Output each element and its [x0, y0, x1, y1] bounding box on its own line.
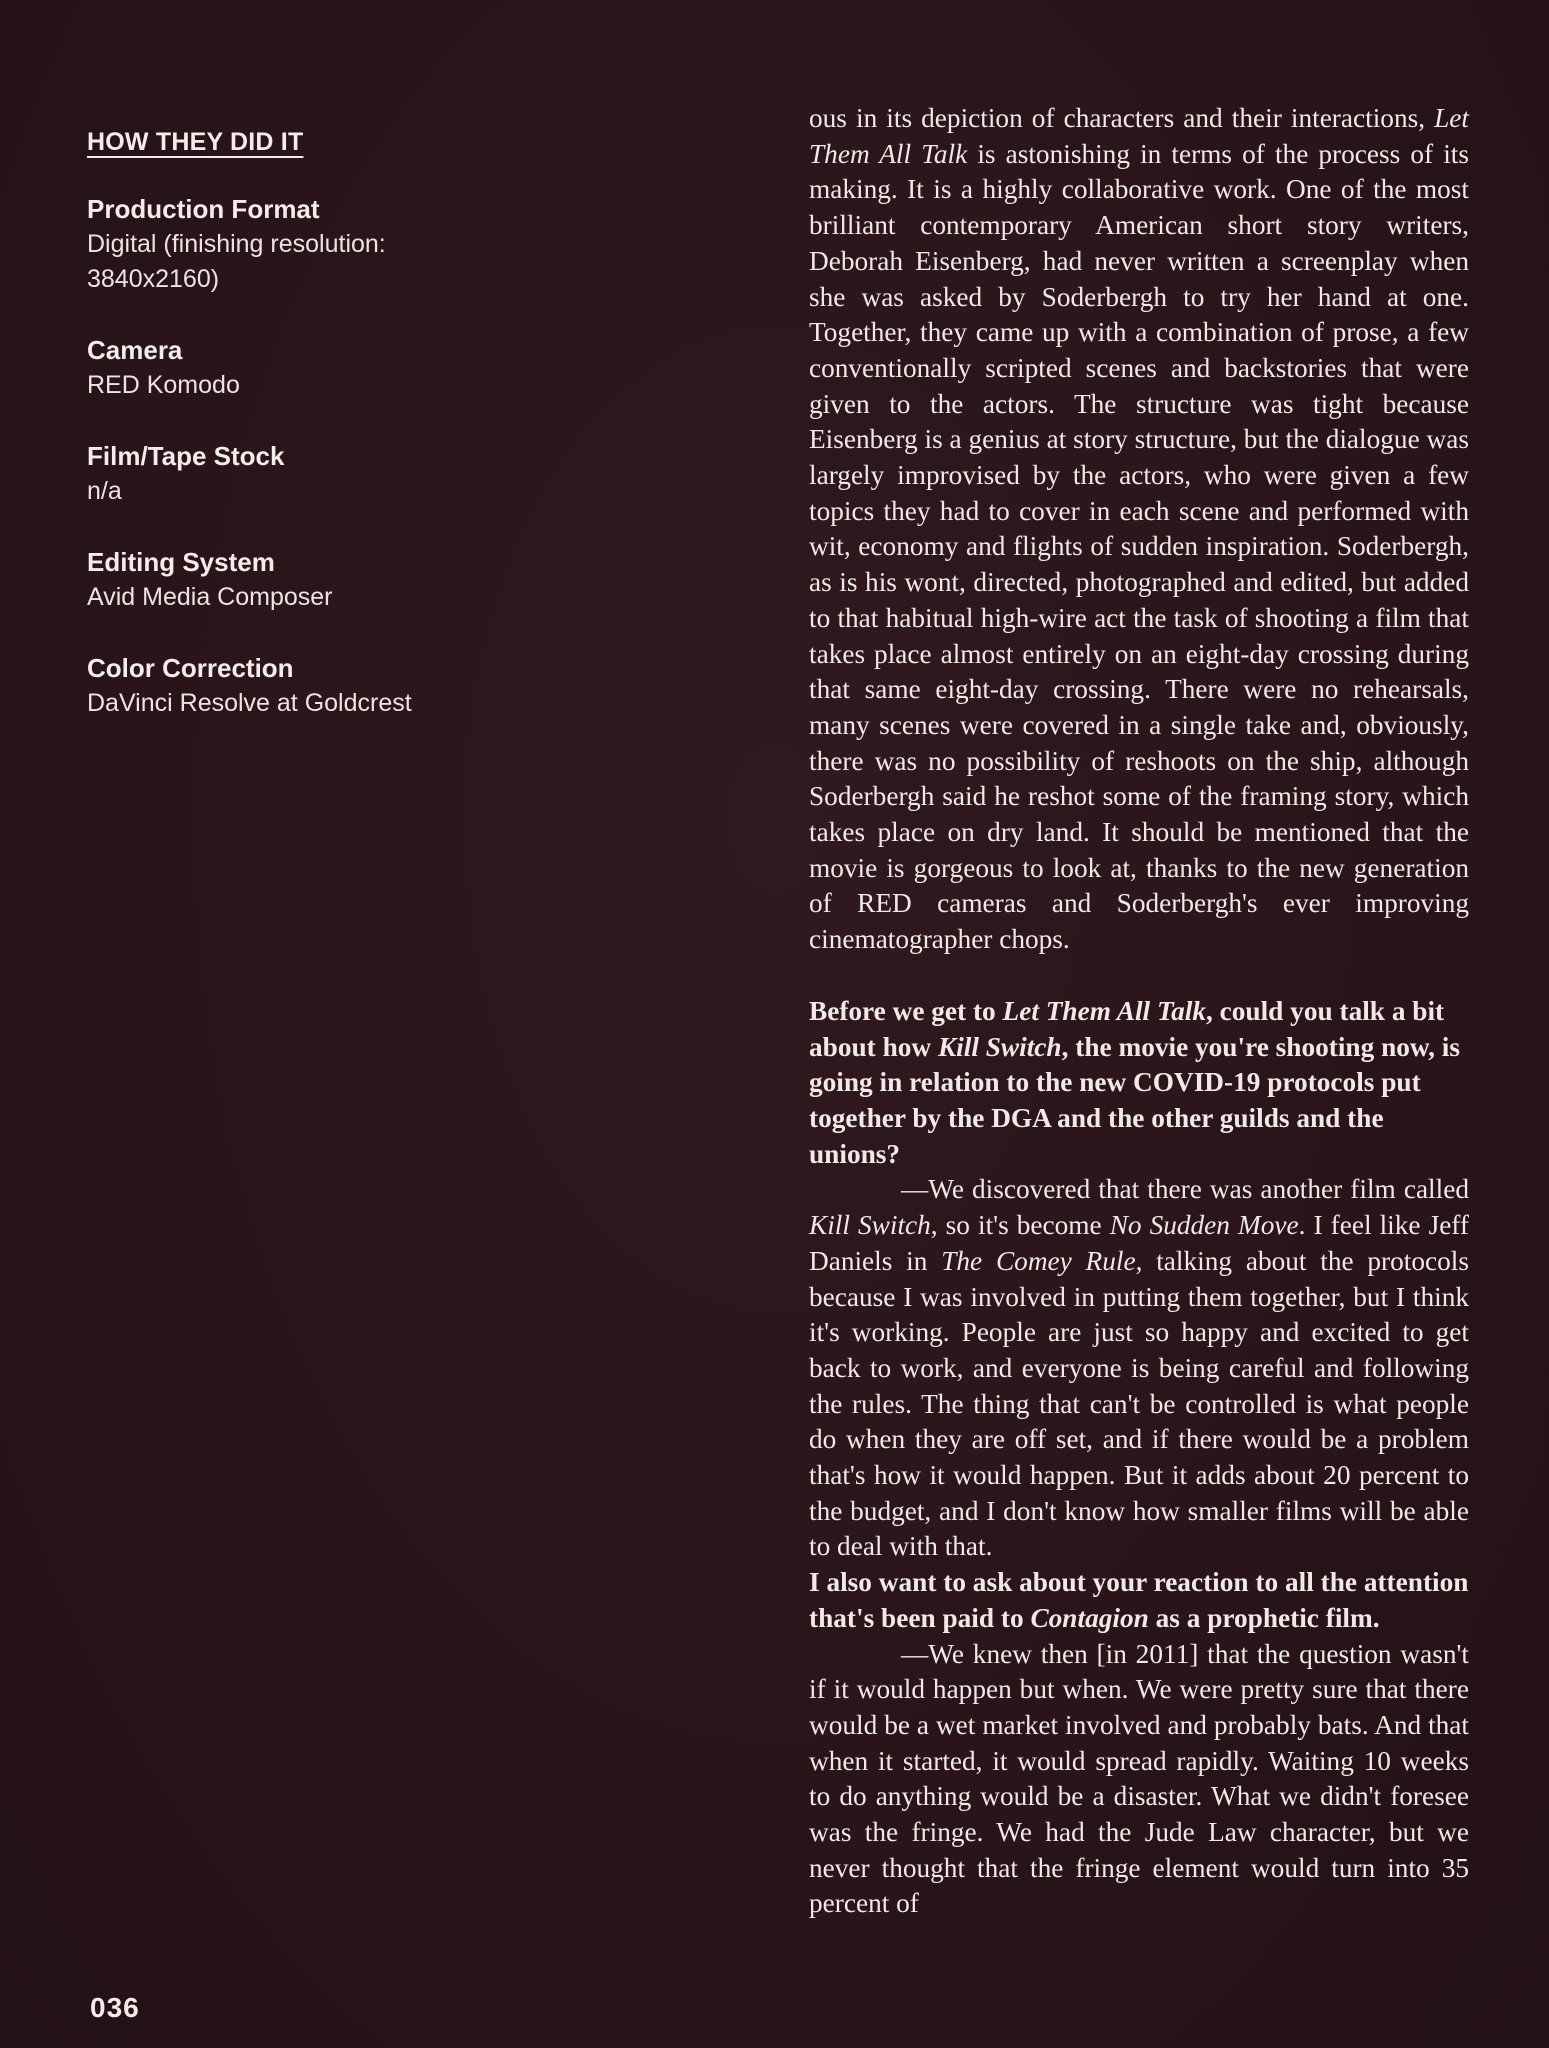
- film-title: Let Them All Talk: [1002, 995, 1206, 1026]
- spec-label: Color Correction: [87, 653, 294, 683]
- spec-label: Production Format: [87, 194, 320, 224]
- interview-question: [809, 994, 1469, 1173]
- film-title: Contagion: [1030, 1602, 1149, 1633]
- text-run: , the movie you're shooting now, is going in relation to the new COVID-19 protocols put together by the DGA and the other guilds and the unions?: [809, 1031, 1460, 1169]
- body-paragraph: [809, 101, 1469, 958]
- text-run: . I feel like Jeff Daniels in: [809, 1210, 1469, 1276]
- text-run: ous in its depiction of characters and their interactions,: [809, 103, 1435, 133]
- paragraph-gap: [809, 958, 1469, 994]
- text-run: —We knew then [in 2011] that the question wasn't if it would happen but when. We were pretty sure that there would be a wet market involved and probably bats. And that when it started, it would spread rapidly. Waiting 10 weeks to do anything would be a disaster. What we didn't foresee was the fringe. We had the Jude Law character, but we never thought that the fringe element would turn into 35 percent of: [809, 1638, 1469, 1919]
- spec-editing-system: [87, 544, 507, 615]
- spec-value: DaVinci Resolve at Goldcrest: [87, 689, 412, 717]
- interview-answer: [809, 1172, 1469, 1565]
- text-run: , could you talk a bit about how: [809, 995, 1445, 1062]
- film-title: Let Them All Talk: [809, 103, 1469, 169]
- spec-value: RED Komodo: [87, 371, 240, 399]
- text-run: —We discovered that there was another film called: [901, 1174, 1469, 1205]
- spec-label: Film/Tape Stock: [87, 441, 285, 471]
- how-they-did-it-sidebar: [87, 128, 507, 756]
- spec-film-tape-stock: [87, 438, 507, 509]
- spec-color-correction: [87, 650, 507, 721]
- sidebar-title: HOW THEY DID IT: [87, 128, 304, 156]
- spec-value: Avid Media Composer: [87, 583, 333, 611]
- interview-question: [809, 1565, 1469, 1636]
- text-run: Before we get to: [809, 995, 1003, 1026]
- page-number: 036: [90, 1992, 140, 2023]
- spec-camera: [87, 332, 507, 403]
- text-run: , so it's become: [930, 1210, 1110, 1241]
- text-run: I also want to ask about your reaction to all the attention that's been paid to: [809, 1567, 1469, 1633]
- spec-label: Camera: [87, 335, 183, 365]
- text-run: as a prophetic film.: [1148, 1602, 1380, 1633]
- spec-value: n/a: [87, 477, 122, 505]
- film-title: Kill Switch: [809, 1210, 931, 1241]
- interview-answer: [809, 1637, 1469, 1923]
- show-title: The Comey Rule: [941, 1245, 1136, 1276]
- film-title: No Sudden Move: [1109, 1210, 1299, 1241]
- spec-label: Editing System: [87, 547, 275, 577]
- spec-production-format: [87, 191, 507, 297]
- article-body: [809, 101, 1469, 1922]
- text-run: is astonishing in terms of the process of its making. It is a highly collaborative work. One of the most brilliant contemporary American short story writers, Deborah Eisenberg, had never written a screenplay when she was asked by Soderbergh to try her hand at one. Together, they came up with a combination of prose, a few conventionally scripted scenes and backstories that were given to the actors. The structure was tight because Eisenberg is a genius at story structure, but the dialogue was largely improvised by the actors, who were given a few topics they had to cover in each scene and performed with wit, economy and flights of sudden inspiration. Soderbergh, as is his wont, directed, photographed and edited, but added to that habitual high-wire act the task of shooting a film that takes place almost entirely on an eight-day crossing during that same eight-day crossing. There were no rehearsals, many scenes were covered in a single take and, obviously, there was no possibility of reshoots on the ship, although Soderbergh said he reshot some of the framing story, which takes place on dry land. It should be mentioned that the movie is gorgeous to look at, thanks to the new generation of RED cameras and Soderbergh's ever improving cinematographer chops.: [809, 138, 1469, 955]
- text-run: , talking about the protocols because I was involved in putting them together, but I think it's working. People are just so happy and excited to get back to work, and everyone is being careful and following the rules. The thing that can't be controlled is what people do when they are off set, and if there would be a problem that's how it would happen. But it adds about 20 percent to the budget, and I don't know how smaller films will be able to deal with that.: [809, 1245, 1470, 1562]
- film-title: Kill Switch: [937, 1031, 1062, 1062]
- spec-value: Digital (finishing resolution: 3840x2160): [87, 230, 386, 293]
